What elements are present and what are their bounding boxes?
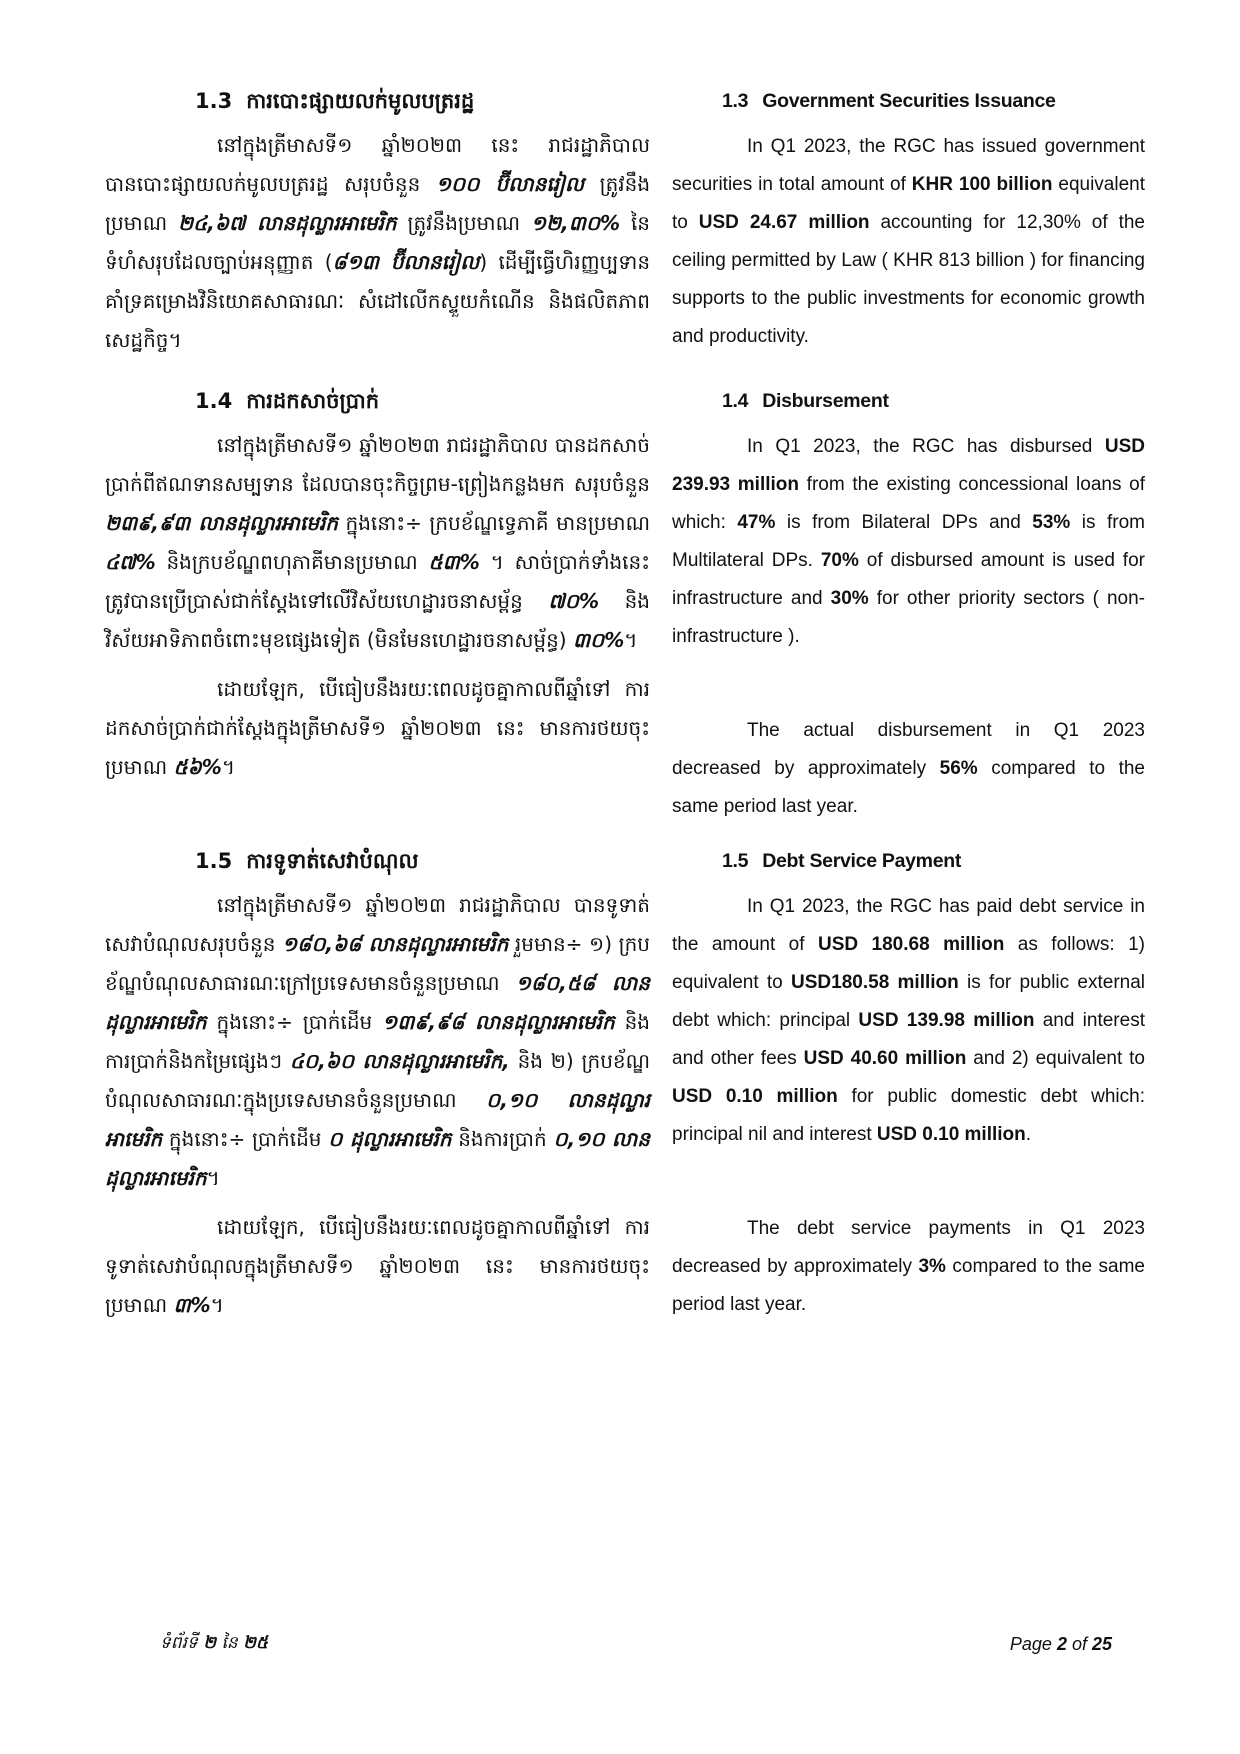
english-heading-1-4	[672, 384, 1145, 418]
khmer-column-section-1-3	[105, 84, 650, 384]
english-column-section-1-5	[672, 844, 1145, 1404]
english-paragraph: In Q1 2023, the RGC has disbursed USD 239.93 million from the existing concessional loans of which: 47% is from Bilateral DPs and 53% is from Multilateral DPs. 70% of disbursed amount is used for infrastructure and 30% for other priority sectors ( non-infrastructure ).	[672, 436, 1145, 647]
khmer-heading-number: 1.3	[195, 89, 233, 113]
khmer-paragraph: នៅក្នុងត្រីមាសទី១ ឆ្នាំ២០២៣ រាជរដ្ឋាភិបាល បានដកសាច់ប្រាក់ពីឥណទានសម្បទាន ដែលបានចុះកិច្ចព្រម-ព្រៀងកន្លងមក សរុបចំនួន ២៣៩,៩៣ លានដុល្លារអាមេរិក ក្នុងនោះ÷ ក្របខ័ណ្ឌទ្វេភាគី មានប្រមាណ ៤៧% និងក្របខ័ណ្ឌពហុភាគីមានប្រមាណ ៥៣% ។ សាច់ប្រាក់ទាំងនេះត្រូវបានប្រើប្រាស់ជាក់ស្តែងទៅលើវិស័យហេដ្ឋារចនាសម្ព័ន្ធ ៧០% និងវិស័យអាទិភាពចំពោះមុខផ្សេងទៀត (មិនមែនហេដ្ឋារចនាសម្ព័ន្ធ) ៣០%។	[105, 433, 651, 652]
khmer-heading-1-5	[105, 844, 650, 878]
english-heading-number: 1.5	[722, 850, 749, 872]
khmer-heading-title: ការដកសាច់ប្រាក់	[246, 389, 380, 413]
page-content	[105, 84, 1145, 1404]
english-heading-title: Disbursement	[762, 390, 889, 412]
english-heading-title: Debt Service Payment	[762, 850, 962, 872]
english-paragraph: The actual disbursement in Q1 2023 decreased by approximately 56% compared to the same period last year.	[672, 720, 1145, 817]
khmer-paragraph: នៅក្នុងត្រីមាសទី១ ឆ្នាំ២០២៣ នេះ រាជរដ្ឋាភិបាល បានបោះផ្សាយលក់មូលបត្ររដ្ឋ សរុបចំនួន ១០០ ប៊ីលានរៀល ត្រូវនឹងប្រមាណ ២៤,៦៧ លានដុល្លារអាមេរិក ត្រូវនឹងប្រមាណ ១២,៣០% នៃទំហំសរុបដែលច្បាប់អនុញ្ញាត (៨១៣ ប៊ីលានរៀល) ដើម្បីធ្វើហិរញ្ញប្បទានគាំទ្រគម្រោងវិនិយោគសាធារណៈ សំដៅលើកស្ទួយកំណើន និងផលិតភាពសេដ្ឋកិច្ច។	[105, 133, 651, 352]
khmer-heading-number: 1.5	[195, 849, 233, 873]
english-heading-1-3	[672, 84, 1145, 118]
khmer-paragraph: នៅក្នុងត្រីមាសទី១ ឆ្នាំ២០២៣ រាជរដ្ឋាភិបាល បានទូទាត់សេវាបំណុលសរុបចំនួន ១៨០,៦៨ លានដុល្លារអាមេរិក រួមមាន÷ ១) ក្របខ័ណ្ឌបំណុលសាធារណៈក្រៅប្រទេសមានចំនួនប្រមាណ ១៨០,៥៨ លានដុល្លារអាមេរិក ក្នុងនោះ÷ ប្រាក់ដើម ១៣៩,៩៨ លានដុល្លារអាមេរិក និងការប្រាក់និងកម្រៃផ្សេងៗ ៤០,៦០ លានដុល្លារអាមេរិក, និង ២) ក្របខ័ណ្ឌបំណុលសាធារណៈក្នុងប្រទេសមានចំនួនប្រមាណ ០,១០ លានដុល្លារអាមេរិក ក្នុងនោះ÷ ប្រាក់ដើម ០ ដុល្លារអាមេរិក និងការប្រាក់ ០,១០ លានដុល្លារអាមេរិក។	[105, 893, 651, 1190]
khmer-column-section-1-4	[105, 384, 650, 844]
english-paragraph: In Q1 2023, the RGC has issued government securities in total amount of KHR 100 billion equivalent to USD 24.67 million accounting for 12,30% of the ceiling permitted by Law ( KHR 813 billion ) for financing supports to the public investments for economic growth and productivity.	[672, 136, 1145, 347]
khmer-heading-number: 1.4	[195, 389, 233, 413]
english-heading-number: 1.3	[722, 90, 749, 112]
english-paragraph: The debt service payments in Q1 2023 decreased by approximately 3% compared to the same period last year.	[672, 1218, 1145, 1315]
khmer-paragraph: ដោយឡែក, បើធៀបនឹងរយៈពេលដូចគ្នាកាលពីឆ្នាំទៅ ការដកសាច់ប្រាក់ជាក់ស្តែងក្នុងត្រីមាសទី១ ឆ្នាំ២០២៣ នេះ មានការថយចុះប្រមាណ ៥៦%។	[105, 677, 650, 779]
english-column-section-1-3	[672, 84, 1145, 384]
footer-page-number-khmer: ទំព័រទី ២ នៃ ២៥	[160, 1633, 268, 1653]
khmer-heading-title: ការទូទាត់សេវាបំណុល	[246, 849, 419, 873]
khmer-heading-1-3	[105, 84, 650, 118]
english-heading-1-5	[672, 844, 1145, 878]
khmer-heading-title: ការបោះផ្សាយលក់មូលបត្ររដ្ឋ	[246, 89, 475, 113]
english-heading-title: Government Securities Issuance	[762, 90, 1056, 112]
english-heading-number: 1.4	[722, 390, 749, 412]
english-paragraph: In Q1 2023, the RGC has paid debt service in the amount of USD 180.68 million as follows: 1) equivalent to USD180.58 million is for public external debt which: principal USD 139.98 million and interest and other fees USD 40.60 million and 2) equivalent to USD 0.10 million for public domestic debt which: principal nil and interest USD 0.10 million.	[672, 896, 1146, 1145]
english-column-section-1-4	[672, 384, 1145, 844]
khmer-paragraph: ដោយឡែក, បើធៀបនឹងរយៈពេលដូចគ្នាកាលពីឆ្នាំទៅ ការទូទាត់សេវាបំណុលក្នុងត្រីមាសទី១ ឆ្នាំ២០២៣ នេះ មានការថយចុះប្រមាណ ៣%។	[105, 1215, 650, 1317]
footer-page-number-english: Page 2 of 25	[1009, 1634, 1112, 1654]
khmer-heading-1-4	[105, 384, 650, 418]
khmer-column-section-1-5	[105, 844, 650, 1404]
